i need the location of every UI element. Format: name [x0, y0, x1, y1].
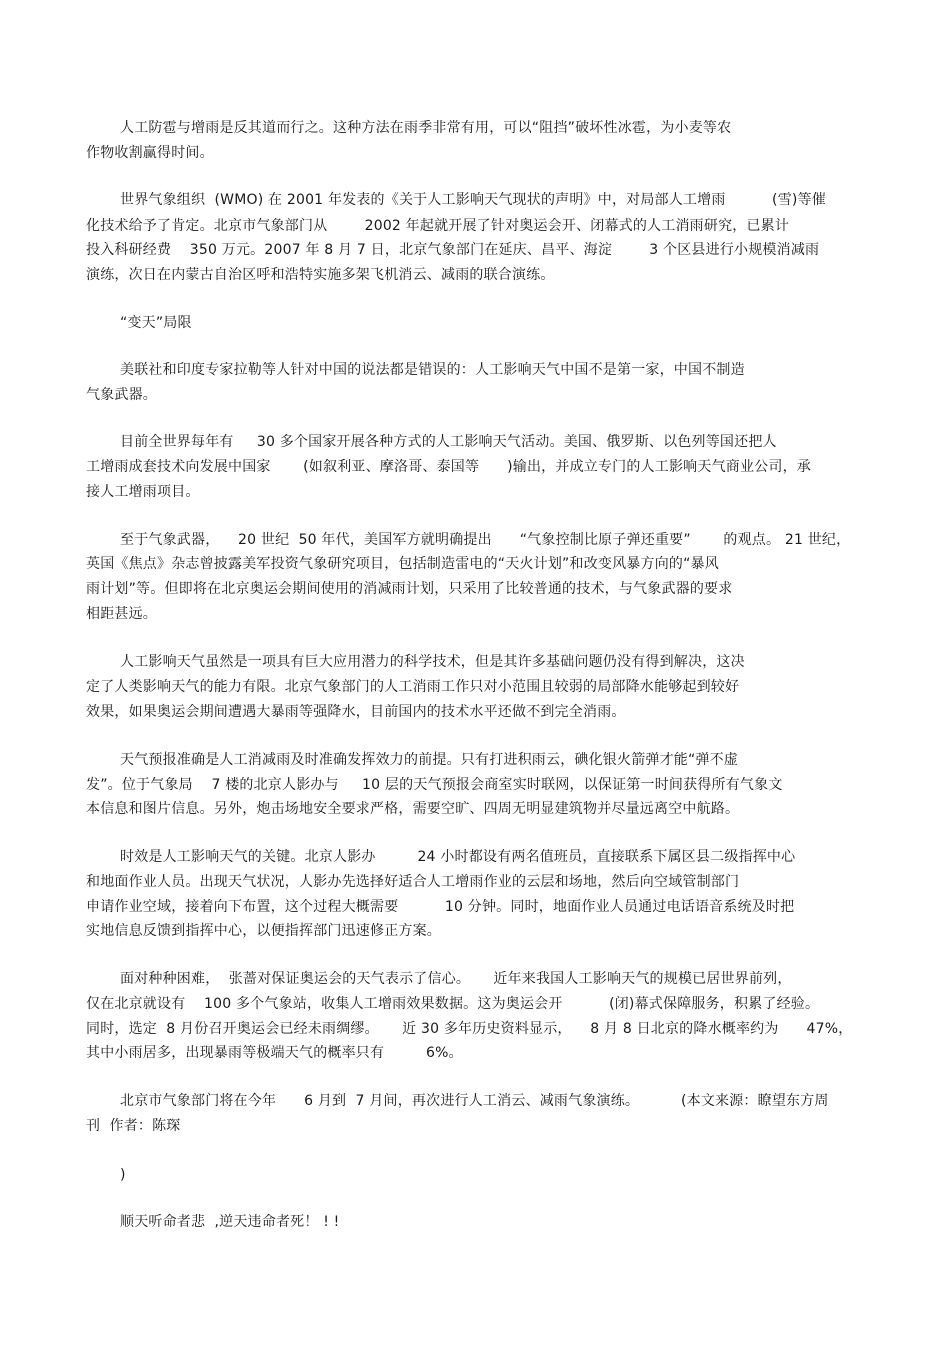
paragraph-line: 定了人类影响天气的能力有限。北京气象部门的人工消雨工作只对小范围且较弱的局部降水能够起到较好	[86, 679, 740, 695]
paragraph-line: 至于气象武器， 20 世纪 50 年代，美国军方就明确提出 “气象控制比原子弹还重要” 的观点。 21 世纪，	[120, 532, 851, 548]
paragraph-line: 演练，次日在内蒙古自治区呼和浩特实施多架飞机消云、减雨的联合演练。	[86, 267, 555, 283]
paragraph-line: 人工防雹与增雨是反其道而行之。这种方法在雨季非常有用，可以“阻挡”破坏性冰雹，为小麦等农	[120, 120, 732, 136]
paragraph-line: 申请作业空域，接着向下布置，这个过程大概需要 10 分钟。同时，地面作业人员通过电话语音系统及时把	[86, 899, 795, 915]
paragraph-line: 发”。位于气象局 7 楼的北京人影办与 10 层的天气预报会商室实时联网，以保证第一时间获得所有气象文	[86, 777, 783, 793]
paragraph-line: 接人工增雨项目。	[86, 484, 200, 500]
paragraph-line: 时效是人工影响天气的关键。北京人影办 24 小时都设有两名值班员，直接联系下属区县二级指挥中心	[120, 849, 796, 865]
paragraph-line: 雨计划”等。但即将在北京奥运会期间使用的消减雨计划，只采用了比较普通的技术，与气象武器的要求	[86, 581, 733, 597]
paragraph-line: 其中小雨居多，出现暴雨等极端天气的概率只有 6%。	[86, 1045, 463, 1061]
paragraph-line: 面对种种困难， 张蔷对保证奥运会的天气表示了信心。 近年来我国人工影响天气的规模已居世界前列，	[120, 971, 792, 987]
paragraph-line: 刊 作者：陈琛	[86, 1118, 181, 1134]
paragraph-line: 同时，选定 8 月份召开奥运会已经未雨绸缪。 近 30 多年历史资料显示， 8 月 8 日北京的降水概率约为 47%，	[86, 1021, 853, 1037]
paragraph-line: 效果，如果奥运会期间遭遇大暴雨等强降水，目前国内的技术水平还做不到完全消雨。	[86, 704, 626, 720]
paragraph-line: 天气预报准确是人工消减雨及时准确发挥效力的前提。只有打进积雨云，碘化银火箭弹才能“弹不虚	[120, 752, 739, 768]
paragraph-line: 化技术给予了肯定。北京市气象部门从 2002 年起就开展了针对奥运会开、闭幕式的人工消雨研究，已累计	[86, 218, 790, 234]
paragraph-line: 作物收割赢得时间。	[86, 145, 214, 161]
section-heading: “变天”局限	[120, 315, 192, 331]
paragraph-line: 相距甚远。	[86, 606, 157, 622]
paragraph-line: 实地信息反馈到指挥中心，以便指挥部门迅速修正方案。	[86, 923, 441, 939]
paragraph-line: 目前全世界每年有 30 多个国家开展各种方式的人工影响天气活动。美国、俄罗斯、以色列等国还把人	[120, 434, 777, 450]
closing-line: 顺天听命者悲 ,逆天违命者死！ ! !	[120, 1214, 340, 1230]
paragraph-line: 投入科研经费 350 万元。2007 年 8 月 7 日，北京气象部门在延庆、昌平、海淀 3 个区县进行小规模消减雨	[86, 242, 820, 258]
paragraph-line: 仅在北京就设有 100 多个气象站，收集人工增雨效果数据。这为奥运会开 (闭)幕式保障服务，积累了经验。	[86, 996, 820, 1012]
paragraph-line: 世界气象组织 (WMO) 在 2001 年发表的《关于人工影响天气现状的声明》中，对局部人工增雨 (雪)等催	[120, 192, 826, 208]
paragraph-line: 气象武器。	[86, 387, 157, 403]
paragraph-line: 本信息和图片信息。另外，炮击场地安全要求严格，需要空旷、四周无明显建筑物并尽量远离空中航路。	[86, 801, 740, 817]
paragraph-line: )	[120, 1167, 126, 1183]
paragraph-line: 北京市气象部门将在今年 6 月到 7 月间，再次进行人工消云、减雨气象演练。 (本文来源：瞭望东方周	[120, 1093, 829, 1109]
paragraph-line: 工增雨成套技术向发展中国家 (如叙利亚、摩洛哥、泰国等 )输出，并成立专门的人工影响天气商业公司，承	[86, 459, 811, 475]
paragraph-line: 人工影响天气虽然是一项具有巨大应用潜力的科学技术，但是其许多基础问题仍没有得到解决，这决	[120, 654, 745, 670]
paragraph-line: 英国《焦点》杂志曾披露美军投资气象研究项目，包括制造雷电的“天火计划”和改变风暴方向的“暴风	[86, 556, 719, 572]
paragraph-line: 美联社和印度专家拉勒等人针对中国的说法都是错误的：人工影响天气中国不是第一家，中国不制造	[120, 362, 745, 378]
paragraph-line: 和地面作业人员。出现天气状况，人影办先选择好适合人工增雨作业的云层和场地，然后向空域管制部门	[86, 874, 740, 890]
